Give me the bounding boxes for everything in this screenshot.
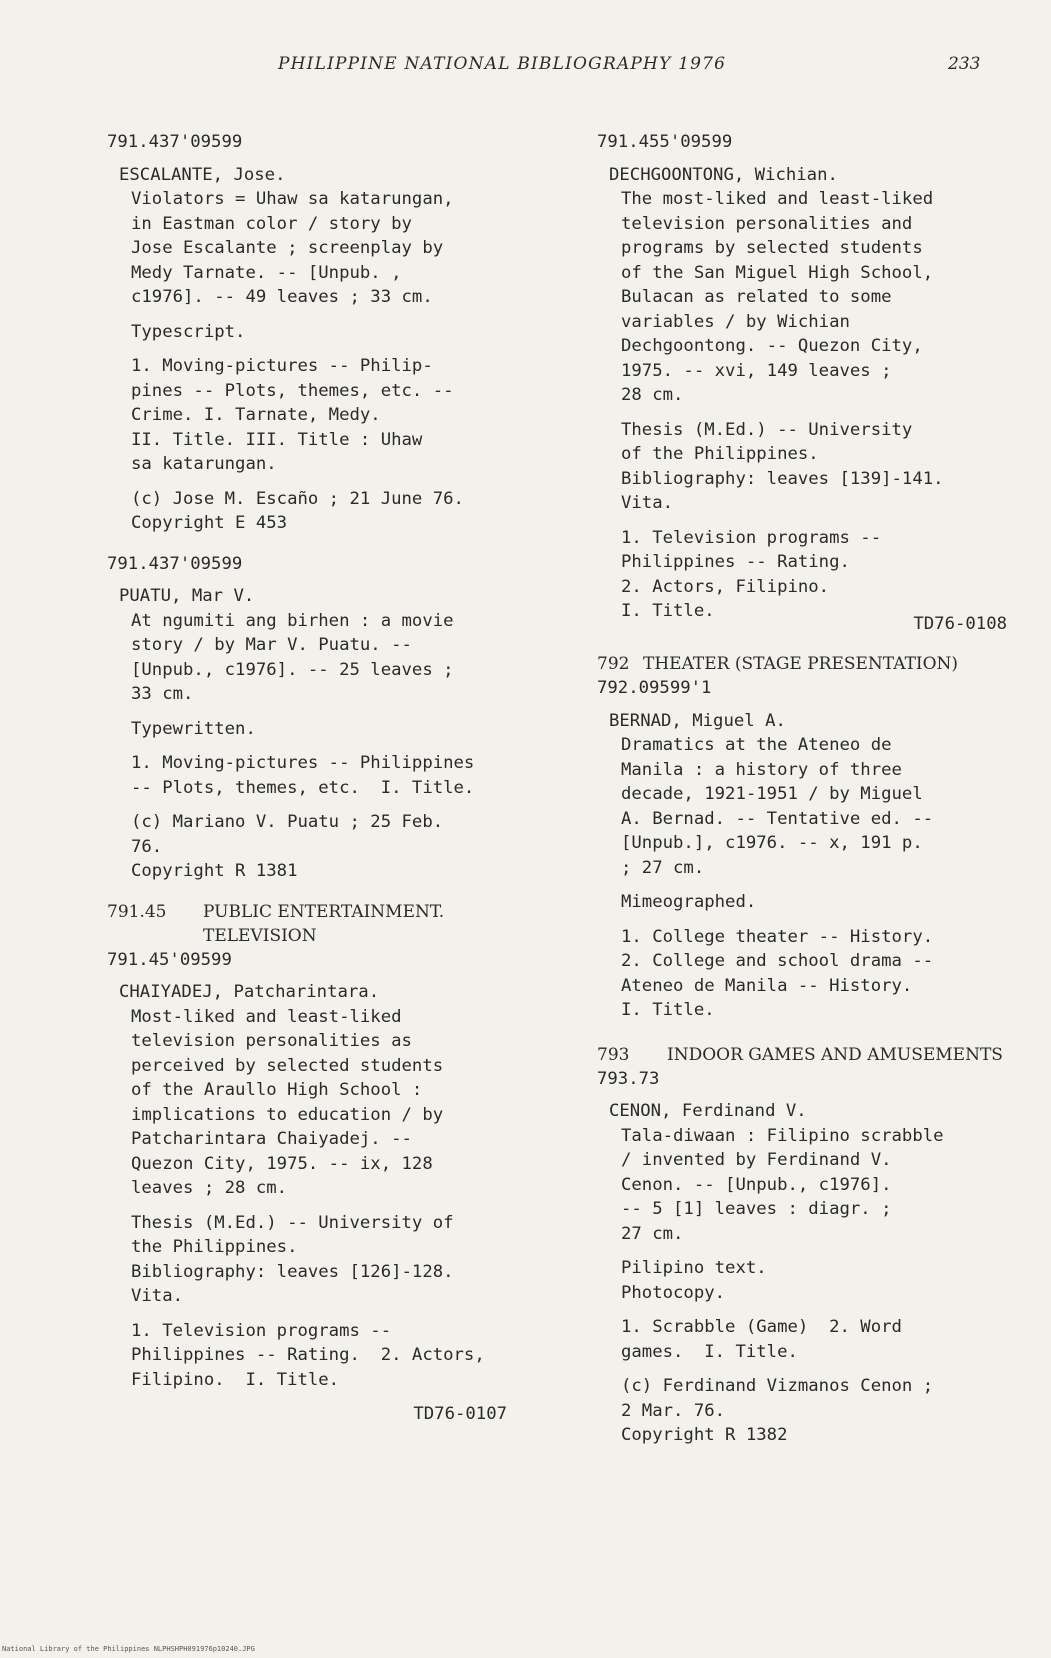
call-number: 791.455'09599: [597, 132, 733, 152]
line: pines -- Plots, themes, etc. --: [131, 380, 454, 401]
entry-body: [131, 609, 547, 884]
line: A. Bernad. -- Tentative ed. --: [621, 808, 934, 829]
line: Jose Escalante ; screenplay by: [131, 238, 444, 258]
line: Vita.: [131, 1286, 184, 1306]
right-column: [597, 130, 1007, 1464]
page-header: [0, 54, 1051, 84]
left-column: [107, 130, 547, 1443]
line: 76.: [131, 836, 163, 857]
call-number: 791.437'09599: [107, 553, 243, 574]
line: The most-liked and least-liked: [621, 189, 934, 209]
line: leaves ; 28 cm.: [131, 1178, 288, 1198]
line: Bibliography: leaves [139]-141.: [621, 468, 944, 489]
line: Pilipino text.: [621, 1258, 767, 1278]
line: Tala-diwaan : Filipino scrabble: [621, 1125, 944, 1146]
entry-body: [131, 1005, 547, 1427]
line: Crime. I. Tarnate, Medy.: [131, 405, 381, 425]
entry-body: [621, 1124, 1007, 1448]
call-number: 792.09599'1: [597, 678, 712, 698]
line: Filipino. I. Title.: [131, 1369, 340, 1390]
line: Typewritten.: [131, 718, 256, 739]
line: games. I. Title.: [621, 1341, 798, 1362]
line: Thesis (M.Ed.) -- University: [621, 419, 913, 440]
line: (c) Jose M. Escaño ; 21 June 76.: [131, 488, 464, 509]
line: Bibliography: leaves [126]-128.: [131, 1261, 454, 1282]
line: Cenon. -- [Unpub., c1976].: [621, 1174, 892, 1195]
line: [Unpub.], c1976. -- x, 191 p.: [621, 833, 923, 853]
call-number: 791.437'09599: [107, 132, 243, 152]
line: Medy Tarnate. -- [Unpub. ,: [131, 262, 402, 283]
line: story / by Mar V. Puatu. --: [131, 635, 412, 655]
line: Thesis (M.Ed.) -- University of: [131, 1212, 454, 1233]
section-label: INDOOR GAMES AND AMUSEMENTS: [667, 1044, 1003, 1065]
line: 28 cm.: [621, 385, 684, 405]
line: ; 27 cm.: [621, 857, 705, 878]
line: (c) Mariano V. Puatu ; 25 Feb.: [131, 812, 444, 832]
subjects: [131, 1319, 547, 1393]
line: television personalities as: [131, 1031, 412, 1051]
section-label-continued: TELEVISION: [203, 925, 317, 946]
line: I. Title.: [621, 601, 715, 621]
note: [621, 1256, 1007, 1305]
description: [131, 1005, 547, 1201]
call-number: 791.45'09599: [107, 949, 232, 970]
line: variables / by Wichian: [621, 311, 850, 332]
line: Philippines -- Rating.: [621, 552, 850, 572]
line: 1975. -- xvi, 149 leaves ;: [621, 360, 892, 381]
section-heading-793: [597, 1043, 1007, 1067]
entry-body: [621, 733, 1007, 1023]
page-number: 233: [948, 54, 981, 74]
section-heading-791-45: [107, 900, 547, 948]
description: [131, 187, 547, 310]
line: Mimeographed.: [621, 892, 757, 912]
line: perceived by selected students: [131, 1055, 444, 1076]
subjects: [131, 751, 547, 800]
line: in Eastman color / story by: [131, 213, 412, 234]
subjects: [621, 1315, 1007, 1364]
line: Photocopy.: [621, 1282, 726, 1303]
entry-body: [621, 187, 1007, 636]
line: (c) Ferdinand Vizmanos Cenon ;: [621, 1376, 934, 1396]
line: sa katarungan.: [131, 454, 277, 474]
line: At ngumiti ang birhen : a movie: [131, 610, 454, 631]
description: [621, 1124, 1007, 1247]
section-label: THEATER (STAGE PRESENTATION): [643, 654, 959, 674]
description: [621, 733, 1007, 880]
line: Ateneo de Manila -- History.: [621, 975, 913, 996]
author: ESCALANTE, Jose.: [119, 164, 286, 185]
line: Manila : a history of three: [621, 759, 902, 780]
subjects: [621, 526, 1007, 624]
description: [131, 609, 547, 707]
line: Patcharintara Chaiyadej. --: [131, 1129, 412, 1149]
author: BERNAD, Miguel A.: [609, 710, 786, 731]
line: Vita.: [621, 493, 674, 513]
line: Violators = Uhaw sa katarungan,: [131, 189, 454, 209]
running-title: PHILIPPINE NATIONAL BIBLIOGRAPHY 1976: [278, 54, 727, 74]
line: Typescript.: [131, 321, 246, 342]
line: television personalities and: [621, 213, 913, 234]
line: 1. Moving-pictures -- Philippines: [131, 753, 475, 773]
line: -- Plots, themes, etc. I. Title.: [131, 777, 475, 798]
note: [131, 320, 547, 345]
entry-puatu: [107, 552, 547, 884]
line: of the Araullo High School :: [131, 1080, 423, 1100]
line: Dramatics at the Ateneo de: [621, 735, 892, 755]
scan-source-footer: National Library of the Philippines NLPHSHPH091976p10240.JPG: [2, 1645, 255, 1653]
entry-escalante: [107, 130, 547, 536]
line: Most-liked and least-liked: [131, 1006, 402, 1027]
line: 1. Television programs --: [131, 1320, 392, 1341]
line: c1976]. -- 49 leaves ; 33 cm.: [131, 287, 433, 307]
line: the Philippines.: [131, 1237, 298, 1257]
line: implications to education / by: [131, 1104, 444, 1125]
line: Copyright E 453: [131, 513, 288, 533]
line: 1. Television programs --: [621, 527, 882, 548]
author: CENON, Ferdinand V.: [609, 1101, 807, 1121]
line: programs by selected students: [621, 238, 923, 258]
td-number: TD76-0107: [413, 1404, 507, 1424]
line: / invented by Ferdinand V.: [621, 1150, 892, 1170]
section-label: PUBLIC ENTERTAINMENT.: [203, 901, 445, 922]
line: II. Title. III. Title : Uhaw: [131, 429, 423, 450]
line: decade, 1921-1951 / by Miguel: [621, 784, 923, 804]
td-number: TD76-0108: [913, 613, 1007, 634]
line: 2. College and school drama --: [621, 951, 934, 971]
line: Quezon City, 1975. -- ix, 128: [131, 1153, 433, 1174]
entry-chaiyadej: [107, 948, 547, 1427]
line: 1. College theater -- History.: [621, 926, 934, 947]
copyright: [131, 487, 547, 536]
subjects: [131, 354, 547, 477]
line: 2. Actors, Filipino.: [621, 576, 830, 597]
entry-dechgoontong: [597, 130, 1007, 636]
line: I. Title.: [621, 1000, 715, 1020]
line: 1. Moving-pictures -- Philip-: [131, 356, 433, 376]
section-heading-792: [597, 652, 1007, 676]
note: [621, 890, 1007, 915]
line: 33 cm.: [131, 684, 194, 704]
line: Copyright R 1381: [131, 861, 298, 881]
copyright: [131, 810, 547, 884]
section-code: 792: [597, 654, 630, 674]
line: [Unpub., c1976]. -- 25 leaves ;: [131, 659, 454, 680]
line: Philippines -- Rating. 2. Actors,: [131, 1345, 485, 1365]
line: 1. Scrabble (Game) 2. Word: [621, 1317, 902, 1337]
line: -- 5 [1] leaves : diagr. ;: [621, 1199, 892, 1219]
note: [131, 717, 547, 742]
subjects: [621, 925, 1007, 1023]
author: CHAIYADEJ, Patcharintara.: [119, 982, 380, 1002]
line: of the San Miguel High School,: [621, 262, 934, 283]
author: DECHGOONTONG, Wichian.: [609, 164, 838, 185]
note: [621, 418, 1007, 516]
entry-bernad: [597, 676, 1007, 1023]
copyright: [621, 1374, 1007, 1448]
line: Bulacan as related to some: [621, 287, 892, 307]
line: Copyright R 1382: [621, 1425, 788, 1445]
section-code: 791.45: [107, 901, 167, 922]
section-code: 793: [597, 1044, 630, 1065]
line: of the Philippines.: [621, 444, 819, 464]
call-number: 793.73: [597, 1068, 660, 1089]
entry-body: [131, 187, 547, 536]
entry-cenon: [597, 1067, 1007, 1448]
author: PUATU, Mar V.: [119, 586, 255, 606]
line: 2 Mar. 76.: [621, 1400, 726, 1421]
description: [621, 187, 1007, 408]
line: Dechgoontong. -- Quezon City,: [621, 336, 923, 356]
note: [131, 1211, 547, 1309]
line: 27 cm.: [621, 1223, 684, 1244]
